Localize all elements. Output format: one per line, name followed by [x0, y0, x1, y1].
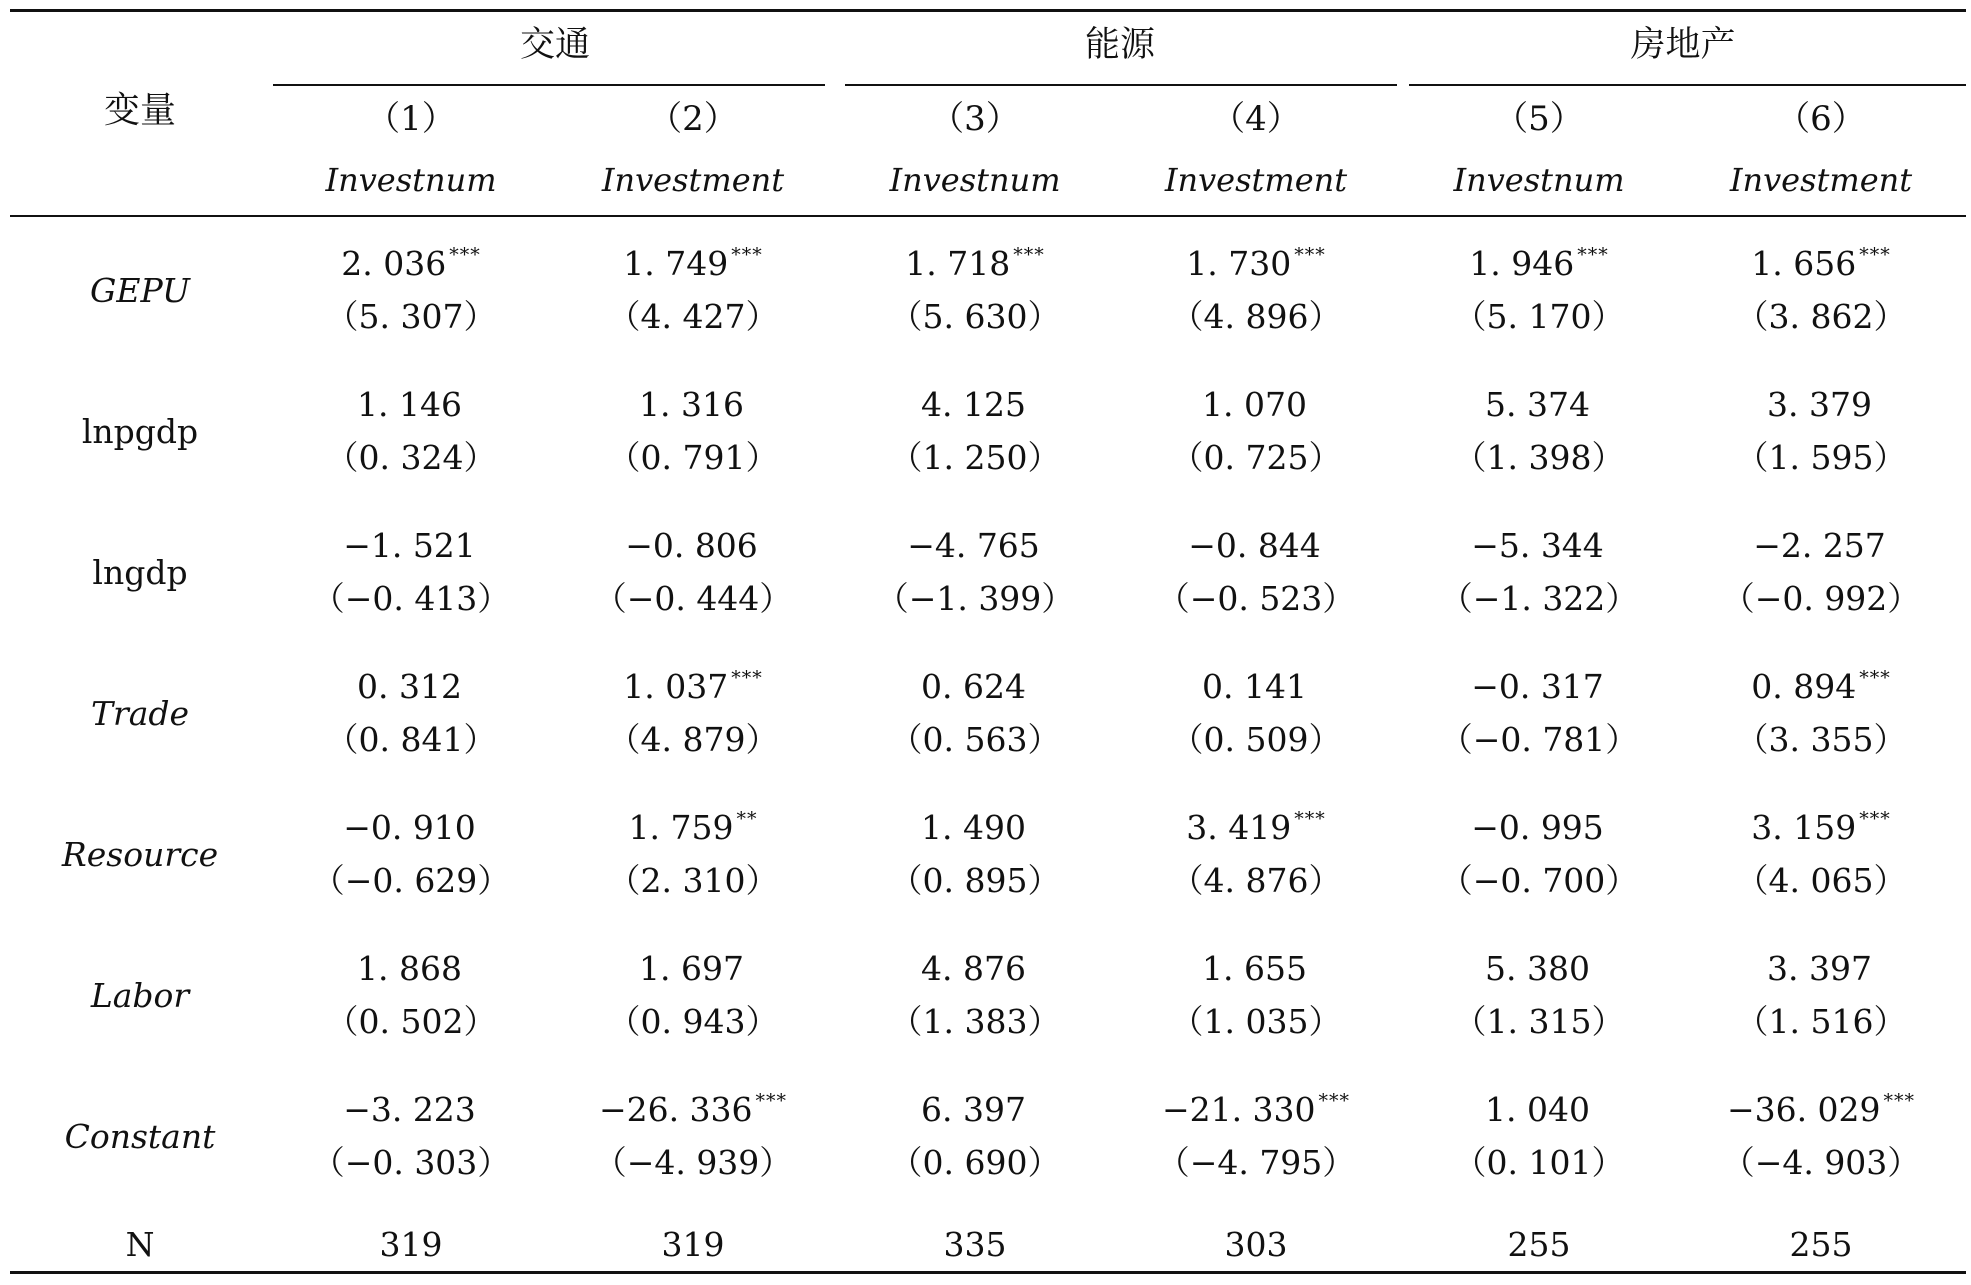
coefficient-cell [1116, 1090, 1396, 1129]
t-statistic-cell: （−0. 781） [1439, 720, 1639, 759]
coefficient-value: −21. 330 [1161, 1090, 1316, 1129]
t-statistic-cell: （1. 383） [889, 1002, 1061, 1041]
table-header-rule [10, 215, 1966, 217]
coefficient-cell [271, 667, 551, 706]
t-statistic-cell: （−0. 523） [1156, 579, 1356, 618]
column-number-2: （2） [648, 99, 738, 139]
coefficient-value: 1. 759 [628, 808, 734, 847]
column-number-5: （5） [1494, 99, 1584, 139]
observations-cell: 319 [379, 1225, 443, 1264]
coefficient-value: 6. 397 [921, 1090, 1026, 1129]
coefficient-cell [553, 1090, 833, 1129]
t-statistic-cell: （−0. 413） [311, 579, 511, 618]
coefficient-value: 2. 036 [341, 244, 447, 283]
coefficient-cell [1399, 526, 1679, 565]
coefficient-cell [1399, 667, 1679, 706]
significance-stars: *** [1883, 1090, 1916, 1112]
coefficient-value: 1. 697 [639, 949, 744, 988]
coefficient-value: 1. 316 [639, 385, 744, 424]
coefficient-cell [553, 385, 833, 424]
coefficient-cell [553, 244, 833, 283]
observations-cell: 255 [1789, 1225, 1853, 1264]
coefficient-cell [271, 808, 551, 847]
dependent-variable-1: Investnum [325, 161, 497, 199]
coefficient-cell [1681, 949, 1961, 988]
row-label: Labor [90, 975, 190, 1015]
t-statistic-cell: （0. 502） [325, 1002, 497, 1041]
coefficient-cell [1399, 1090, 1679, 1129]
coefficient-value: −0. 995 [1471, 808, 1604, 847]
dependent-variable-4: Investment [1164, 161, 1348, 199]
coefficient-cell [1116, 667, 1396, 706]
t-statistic-cell: （0. 101） [1453, 1143, 1625, 1182]
coefficient-value: 1. 037 [623, 667, 729, 706]
coefficient-cell [271, 949, 551, 988]
coefficient-cell [1681, 1090, 1961, 1129]
row-label: GEPU [90, 270, 190, 310]
t-statistic-cell: （0. 895） [889, 861, 1061, 900]
coefficient-value: 1. 040 [1485, 1090, 1590, 1129]
column-number-1: （1） [366, 99, 456, 139]
t-statistic-cell: （5. 630） [889, 297, 1061, 336]
coefficient-cell [1399, 385, 1679, 424]
column-number-4: （4） [1211, 99, 1301, 139]
t-statistic-cell: （−0. 303） [311, 1143, 511, 1182]
observations-cell: 335 [943, 1225, 1007, 1264]
coefficient-cell [1681, 385, 1961, 424]
significance-stars: *** [755, 1090, 788, 1112]
t-statistic-cell: （−4. 795） [1156, 1143, 1356, 1182]
coefficient-cell [1116, 949, 1396, 988]
row-label: Trade [90, 693, 190, 733]
coefficient-value: −36. 029 [1726, 1090, 1881, 1129]
significance-stars: *** [1859, 244, 1891, 266]
t-statistic-cell: （1. 035） [1170, 1002, 1342, 1041]
t-statistic-cell: （−0. 629） [311, 861, 511, 900]
coefficient-value: 1. 656 [1751, 244, 1857, 283]
t-statistic-cell: （1. 250） [889, 438, 1061, 477]
observations-cell: 255 [1507, 1225, 1571, 1264]
coefficient-cell [1399, 949, 1679, 988]
t-statistic-cell: （−0. 700） [1439, 861, 1639, 900]
group-header-real-estate: 房地产 [1630, 25, 1736, 65]
coefficient-value: 3. 159 [1751, 808, 1857, 847]
t-statistic-cell: （−4. 939） [593, 1143, 793, 1182]
row-label: lngdp [92, 552, 188, 592]
row-label: Constant [64, 1116, 216, 1156]
coefficient-cell [1681, 526, 1961, 565]
observations-cell: 303 [1224, 1225, 1288, 1264]
t-statistic-cell: （3. 355） [1735, 720, 1907, 759]
t-statistic-cell: （0. 943） [607, 1002, 779, 1041]
significance-stars: *** [1013, 244, 1045, 266]
coefficient-cell [1681, 244, 1961, 283]
t-statistic-cell: （−1. 399） [875, 579, 1075, 618]
observations-label: N [125, 1225, 155, 1264]
t-statistic-cell: （0. 509） [1170, 720, 1342, 759]
t-statistic-cell: （−0. 992） [1721, 579, 1921, 618]
coefficient-value: −2. 257 [1753, 526, 1886, 565]
coefficient-value: −26. 336 [598, 1090, 753, 1129]
coefficient-value: −0. 317 [1471, 667, 1604, 706]
dependent-variable-6: Investment [1729, 161, 1913, 199]
t-statistic-cell: （0. 791） [607, 438, 779, 477]
t-statistic-cell: （1. 398） [1453, 438, 1625, 477]
coefficient-value: −3. 223 [343, 1090, 476, 1129]
coefficient-cell [835, 1090, 1115, 1129]
t-statistic-cell: （−0. 444） [593, 579, 793, 618]
coefficient-cell [1399, 808, 1679, 847]
coefficient-cell [271, 244, 551, 283]
coefficient-value: 0. 312 [357, 667, 462, 706]
coefficient-cell [835, 385, 1115, 424]
coefficient-cell [553, 526, 833, 565]
coefficient-value: 3. 419 [1186, 808, 1292, 847]
group-rule-transport [273, 84, 825, 86]
coefficient-value: −5. 344 [1471, 526, 1604, 565]
coefficient-value: 1. 749 [623, 244, 729, 283]
coefficient-value: 1. 146 [357, 385, 462, 424]
dependent-variable-3: Investnum [889, 161, 1061, 199]
t-statistic-cell: （4. 879） [607, 720, 779, 759]
coefficient-value: 1. 655 [1202, 949, 1307, 988]
t-statistic-cell: （3. 862） [1735, 297, 1907, 336]
column-number-3: （3） [930, 99, 1020, 139]
significance-stars: *** [1294, 808, 1326, 830]
coefficient-cell [1116, 808, 1396, 847]
coefficient-value: −4. 765 [907, 526, 1040, 565]
variable-column-header: 变量 [103, 90, 176, 131]
coefficient-value: 1. 718 [905, 244, 1011, 283]
coefficient-value: 3. 379 [1767, 385, 1872, 424]
coefficient-cell [1116, 385, 1396, 424]
coefficient-cell [1116, 244, 1396, 283]
t-statistic-cell: （0. 324） [325, 438, 497, 477]
coefficient-value: 0. 141 [1202, 667, 1307, 706]
coefficient-cell [271, 526, 551, 565]
coefficient-value: 0. 894 [1751, 667, 1857, 706]
t-statistic-cell: （0. 725） [1170, 438, 1342, 477]
t-statistic-cell: （4. 876） [1170, 861, 1342, 900]
group-rule-real-estate [1409, 84, 1966, 86]
t-statistic-cell: （1. 516） [1735, 1002, 1907, 1041]
t-statistic-cell: （5. 307） [325, 297, 497, 336]
column-number-6: （6） [1776, 99, 1866, 139]
t-statistic-cell: （0. 841） [325, 720, 497, 759]
coefficient-cell [1116, 526, 1396, 565]
coefficient-cell [553, 667, 833, 706]
coefficient-value: 5. 374 [1485, 385, 1590, 424]
t-statistic-cell: （0. 690） [889, 1143, 1061, 1182]
t-statistic-cell: （4. 065） [1735, 861, 1907, 900]
t-statistic-cell: （1. 315） [1453, 1002, 1625, 1041]
observations-cell: 319 [661, 1225, 725, 1264]
coefficient-value: 5. 380 [1485, 949, 1590, 988]
coefficient-cell [835, 526, 1115, 565]
coefficient-value: 1. 946 [1469, 244, 1575, 283]
coefficient-value: 1. 490 [921, 808, 1026, 847]
coefficient-cell [835, 949, 1115, 988]
coefficient-cell [1681, 808, 1961, 847]
coefficient-value: −1. 521 [343, 526, 476, 565]
row-label: lnpgdp [81, 411, 199, 451]
coefficient-cell [271, 1090, 551, 1129]
t-statistic-cell: （5. 170） [1453, 297, 1625, 336]
coefficient-value: −0. 844 [1188, 526, 1321, 565]
significance-stars: *** [1294, 244, 1326, 266]
significance-stars: *** [1859, 667, 1891, 689]
t-statistic-cell: （−1. 322） [1439, 579, 1639, 618]
t-statistic-cell: （−4. 903） [1721, 1143, 1921, 1182]
dependent-variable-5: Investnum [1453, 161, 1625, 199]
coefficient-value: 3. 397 [1767, 949, 1872, 988]
table-bottom-rule [10, 1271, 1966, 1274]
t-statistic-cell: （4. 896） [1170, 297, 1342, 336]
coefficient-cell [835, 808, 1115, 847]
group-rule-energy [845, 84, 1397, 86]
coefficient-cell [271, 385, 551, 424]
significance-stars: ** [736, 808, 758, 830]
significance-stars: *** [449, 244, 481, 266]
significance-stars: *** [731, 667, 763, 689]
significance-stars: *** [1859, 808, 1891, 830]
group-header-transport: 交通 [519, 25, 590, 65]
coefficient-cell [1399, 244, 1679, 283]
t-statistic-cell: （1. 595） [1735, 438, 1907, 477]
t-statistic-cell: （4. 427） [607, 297, 779, 336]
t-statistic-cell: （2. 310） [607, 861, 779, 900]
coefficient-value: −0. 806 [625, 526, 758, 565]
significance-stars: *** [731, 244, 763, 266]
coefficient-value: 4. 125 [921, 385, 1026, 424]
coefficient-cell [1681, 667, 1961, 706]
coefficient-value: 1. 730 [1186, 244, 1292, 283]
coefficient-value: 1. 868 [357, 949, 462, 988]
t-statistic-cell: （0. 563） [889, 720, 1061, 759]
row-label: Resource [61, 834, 219, 874]
significance-stars: *** [1577, 244, 1609, 266]
coefficient-cell [835, 244, 1115, 283]
significance-stars: *** [1318, 1090, 1351, 1112]
coefficient-cell [553, 949, 833, 988]
coefficient-value: −0. 910 [343, 808, 476, 847]
coefficient-value: 1. 070 [1202, 385, 1307, 424]
group-header-energy: 能源 [1084, 25, 1155, 65]
dependent-variable-2: Investment [601, 161, 785, 199]
coefficient-cell [835, 667, 1115, 706]
coefficient-value: 4. 876 [921, 949, 1026, 988]
coefficient-cell [553, 808, 833, 847]
coefficient-value: 0. 624 [921, 667, 1026, 706]
table-top-rule [10, 9, 1966, 12]
